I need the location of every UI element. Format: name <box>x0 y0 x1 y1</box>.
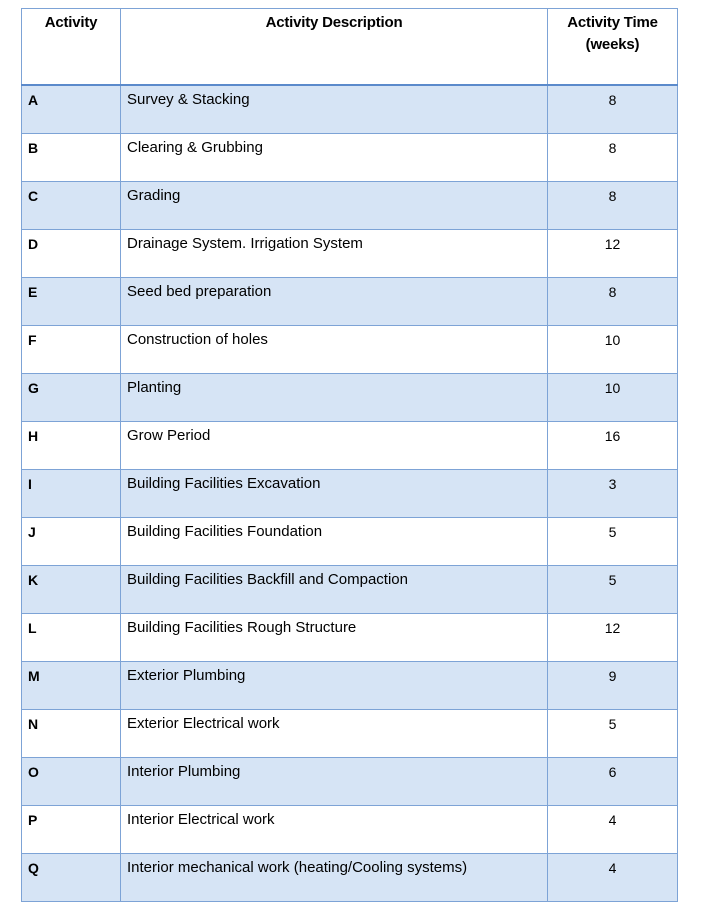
table-body <box>22 85 678 902</box>
description-cell: Survey & Stacking <box>121 85 548 134</box>
description-cell: Building Facilities Backfill and Compaction <box>121 566 548 614</box>
description-cell: Building Facilities Foundation <box>121 518 548 566</box>
header-description: Activity Description <box>121 9 548 86</box>
time-cell: 8 <box>548 134 678 182</box>
activity-cell: A <box>22 85 121 134</box>
description-cell: Exterior Plumbing <box>121 662 548 710</box>
activity-cell: M <box>22 662 121 710</box>
time-cell: 12 <box>548 614 678 662</box>
activity-cell: C <box>22 182 121 230</box>
description-cell: Drainage System. Irrigation System <box>121 230 548 278</box>
time-cell: 4 <box>548 854 678 902</box>
table-row <box>22 326 678 374</box>
description-cell: Interior Electrical work <box>121 806 548 854</box>
activity-cell: H <box>22 422 121 470</box>
time-cell: 12 <box>548 230 678 278</box>
activity-cell: I <box>22 470 121 518</box>
activity-cell: L <box>22 614 121 662</box>
table-row <box>22 230 678 278</box>
header-row <box>22 9 678 86</box>
table-row <box>22 662 678 710</box>
table-row <box>22 422 678 470</box>
table-row <box>22 614 678 662</box>
time-cell: 8 <box>548 278 678 326</box>
time-cell: 4 <box>548 806 678 854</box>
table-row <box>22 278 678 326</box>
activity-table <box>21 8 678 902</box>
header-time-line1: Activity Time <box>567 14 658 31</box>
header-activity-time <box>548 9 678 86</box>
description-cell: Seed bed preparation <box>121 278 548 326</box>
time-cell: 10 <box>548 326 678 374</box>
description-cell: Building Facilities Rough Structure <box>121 614 548 662</box>
description-cell: Construction of holes <box>121 326 548 374</box>
activity-cell: N <box>22 710 121 758</box>
time-cell: 8 <box>548 182 678 230</box>
time-cell: 9 <box>548 662 678 710</box>
activity-cell: K <box>22 566 121 614</box>
table-row <box>22 566 678 614</box>
table-header <box>22 9 678 86</box>
time-cell: 5 <box>548 710 678 758</box>
description-cell: Exterior Electrical work <box>121 710 548 758</box>
table-row <box>22 518 678 566</box>
activity-cell: F <box>22 326 121 374</box>
table-row <box>22 854 678 902</box>
activity-cell: P <box>22 806 121 854</box>
table-row <box>22 182 678 230</box>
header-activity: Activity <box>22 9 121 86</box>
table-row <box>22 758 678 806</box>
description-cell: Planting <box>121 374 548 422</box>
table-row <box>22 374 678 422</box>
time-cell: 3 <box>548 470 678 518</box>
activity-cell: J <box>22 518 121 566</box>
activity-cell: Q <box>22 854 121 902</box>
time-cell: 5 <box>548 566 678 614</box>
activity-cell: B <box>22 134 121 182</box>
description-cell: Building Facilities Excavation <box>121 470 548 518</box>
activity-table-container <box>21 8 677 902</box>
table-row <box>22 470 678 518</box>
time-cell: 5 <box>548 518 678 566</box>
activity-cell: E <box>22 278 121 326</box>
description-cell: Interior Plumbing <box>121 758 548 806</box>
description-cell: Interior mechanical work (heating/Cooling systems) <box>121 854 548 902</box>
description-cell: Clearing & Grubbing <box>121 134 548 182</box>
activity-cell: D <box>22 230 121 278</box>
table-row <box>22 85 678 134</box>
table-row <box>22 806 678 854</box>
description-cell: Grow Period <box>121 422 548 470</box>
time-cell: 16 <box>548 422 678 470</box>
activity-cell: O <box>22 758 121 806</box>
header-time-line2: (weeks) <box>585 36 640 53</box>
table-row <box>22 134 678 182</box>
table-row <box>22 710 678 758</box>
description-cell: Grading <box>121 182 548 230</box>
time-cell: 10 <box>548 374 678 422</box>
time-cell: 6 <box>548 758 678 806</box>
time-cell: 8 <box>548 85 678 134</box>
activity-cell: G <box>22 374 121 422</box>
